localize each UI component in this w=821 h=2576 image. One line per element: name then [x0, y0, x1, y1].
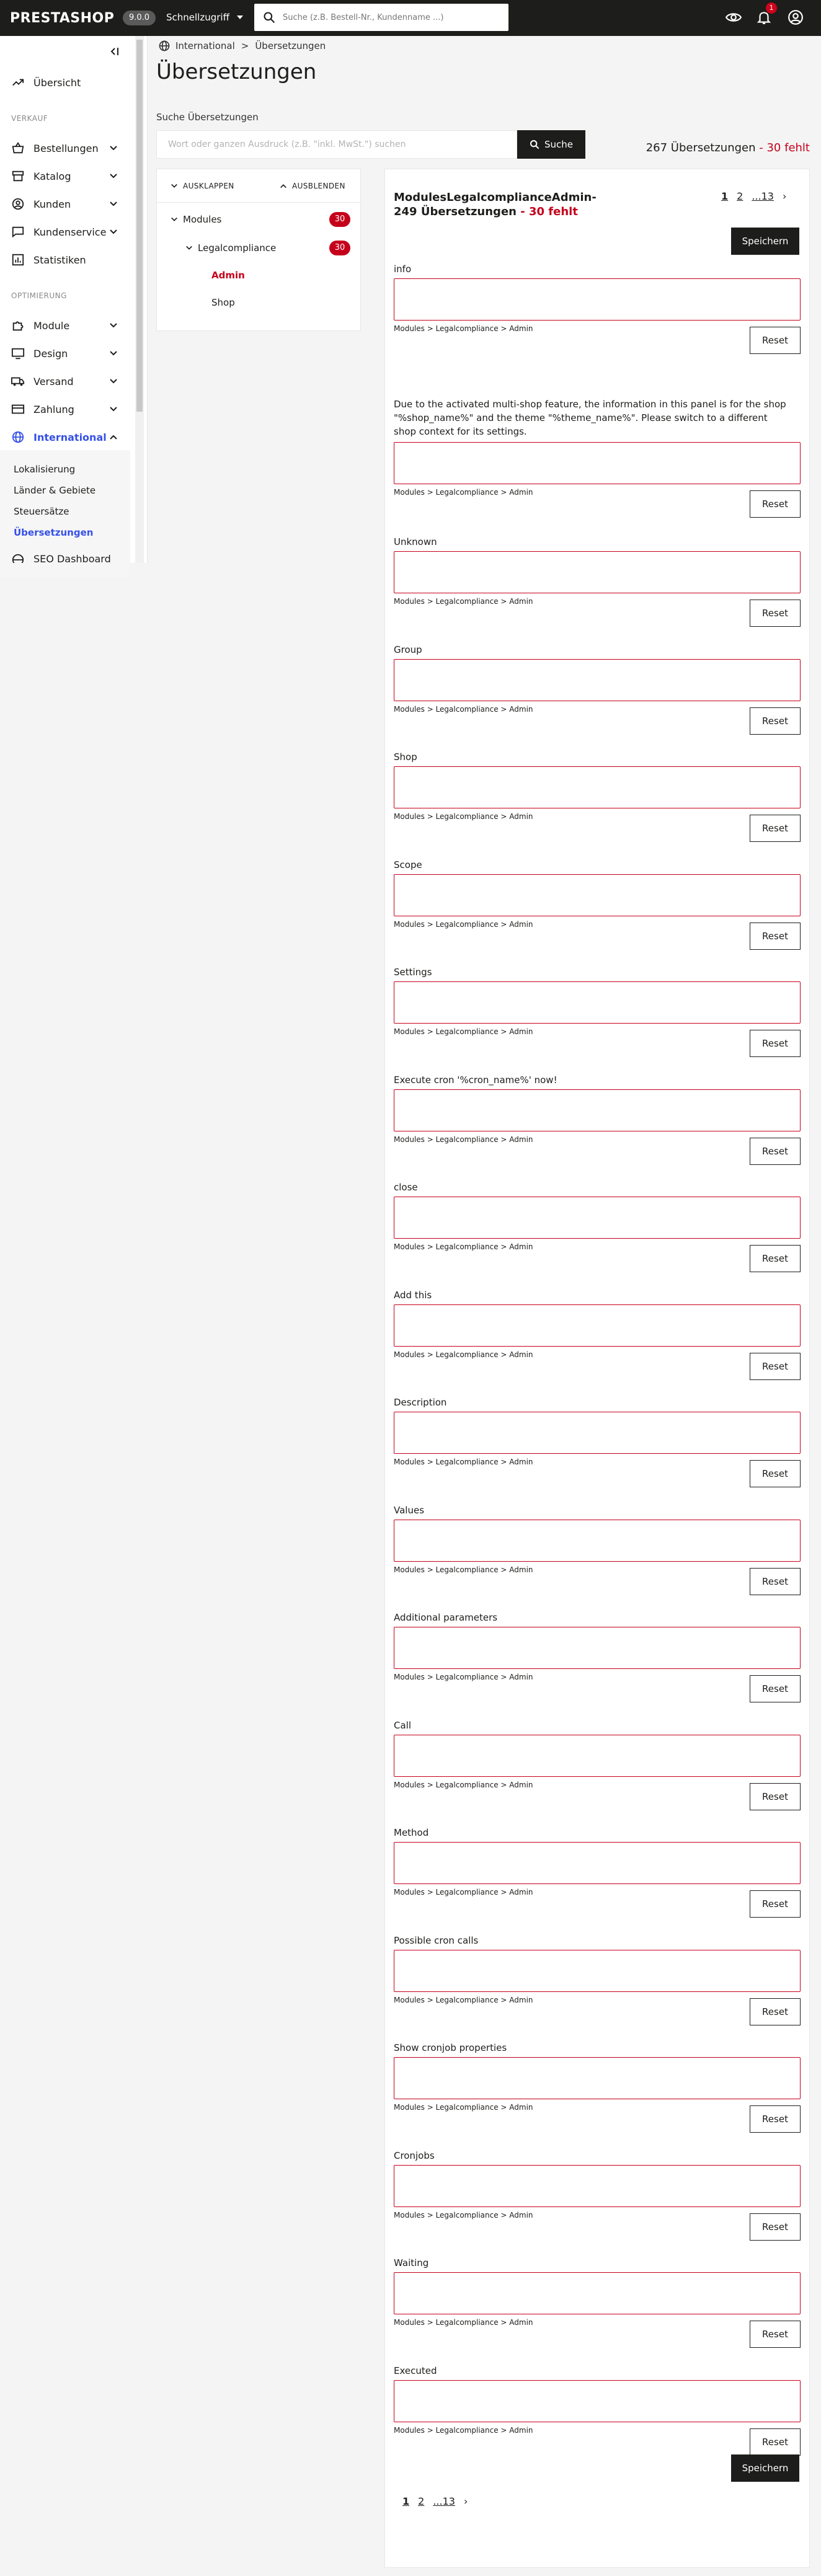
translation-row [394, 643, 801, 733]
translation-search-input[interactable] [157, 131, 504, 158]
translation-source-text: Group [394, 644, 422, 655]
translation-input[interactable] [394, 2165, 801, 2207]
translation-tree [156, 169, 361, 331]
translation-row [394, 2256, 801, 2347]
translation-domain-path: Modules > Legalcompliance > Admin [394, 2210, 533, 2220]
page-link-2[interactable]: 2 [418, 2495, 425, 2507]
translation-domain-path: Modules > Legalcompliance > Admin [394, 1350, 533, 1359]
basket-icon [11, 141, 25, 155]
globe-icon [158, 40, 171, 52]
save-button-top[interactable]: Speichern [731, 228, 799, 255]
translation-input[interactable] [394, 874, 801, 916]
collapse-all-button[interactable] [280, 182, 345, 190]
reset-button[interactable]: Reset [750, 1460, 801, 1487]
eye-icon[interactable] [726, 9, 742, 25]
translation-row [394, 1611, 801, 1701]
translation-input[interactable] [394, 2380, 801, 2422]
sidebar-item-label: Katalog [33, 170, 71, 182]
translation-domain-path: Modules > Legalcompliance > Admin [394, 1673, 533, 1681]
translation-input[interactable] [394, 1412, 801, 1454]
chevron-up-icon [280, 182, 287, 190]
chevron-up-icon [109, 433, 118, 441]
translation-input[interactable] [394, 1197, 801, 1239]
tree-node-modules[interactable] [171, 214, 221, 225]
translation-source-text: Method [394, 1827, 429, 1838]
page-title: Übersetzungen [156, 60, 317, 84]
search-icon[interactable] [263, 11, 275, 24]
translation-row [394, 1503, 801, 1594]
missing-count-badge: 30 [329, 241, 350, 255]
tree-node-label: Legalcompliance [198, 242, 277, 254]
chart-icon [11, 253, 25, 267]
reset-button[interactable]: Reset [750, 2213, 801, 2241]
translation-input[interactable] [394, 442, 801, 484]
translation-source-text: Settings [394, 967, 432, 978]
sidebar-item-customers[interactable] [0, 193, 130, 215]
sidebar-item-label: SEO Dashboard [33, 553, 111, 563]
translation-source-text: Cronjobs [394, 2149, 435, 2161]
sidebar-item-label: Kunden [33, 198, 71, 210]
sidebar-subitem-countries-zones[interactable]: Länder & Gebiete [14, 485, 96, 496]
translation-row [394, 2149, 801, 2239]
translation-row [394, 1073, 801, 1164]
translation-input[interactable] [394, 278, 801, 321]
translation-row [394, 1180, 801, 1271]
chat-icon [11, 225, 25, 239]
translation-domain-path: Modules > Legalcompliance > Admin [394, 2318, 533, 2327]
quick-access-label: Schnellzugriff [166, 12, 229, 23]
reset-button[interactable]: Reset [750, 1353, 801, 1380]
sidebar-item-seo-dashboard[interactable] [0, 552, 130, 563]
translation-input[interactable] [394, 1089, 801, 1131]
chevron-down-icon [109, 377, 118, 386]
translation-input[interactable] [394, 1735, 801, 1777]
translation-domain-path: Modules > Legalcompliance > Admin [394, 324, 533, 333]
translation-panel [384, 169, 810, 2568]
translation-source-text: Values [394, 1504, 425, 1516]
pagination-bottom [402, 2495, 468, 2507]
translation-row [394, 1934, 801, 2024]
breadcrumb-translations[interactable]: Übersetzungen [255, 40, 326, 51]
search-icon [530, 139, 539, 149]
tree-header [157, 169, 362, 203]
breadcrumb [158, 40, 326, 52]
translation-source-text: info [394, 263, 412, 275]
summary-missing: 30 fehlt [766, 141, 810, 154]
caret-down-icon [237, 15, 243, 19]
translation-source-text: Unknown [394, 536, 437, 547]
translation-input[interactable] [394, 766, 801, 808]
reset-button[interactable]: Reset [750, 1675, 801, 1702]
translation-row [394, 1719, 801, 1809]
tree-node-shop[interactable]: Shop [211, 297, 235, 308]
translation-input[interactable] [394, 1842, 801, 1884]
translation-row [394, 750, 801, 841]
translation-source-text: Additional parameters [394, 1612, 498, 1623]
chevron-down-icon [109, 144, 118, 153]
reset-button[interactable]: Reset [750, 1138, 801, 1165]
tree-node-legalcompliance[interactable] [185, 242, 276, 254]
reset-button[interactable]: Reset [750, 327, 801, 354]
reset-button[interactable]: Reset [750, 1783, 801, 1810]
translation-row [394, 1288, 801, 1379]
sidebar-item-label: Zahlung [33, 403, 74, 415]
reset-button[interactable]: Reset [750, 1568, 801, 1595]
translation-input[interactable] [394, 551, 801, 593]
sidebar-item-label: International [33, 431, 107, 443]
sidebar-item-label: Übersicht [33, 76, 81, 89]
chevron-down-icon [109, 321, 118, 330]
translation-input[interactable] [394, 2272, 801, 2314]
sidebar-item-label: Kundenservice [33, 226, 107, 238]
translation-row [394, 858, 801, 949]
translation-domain-path: Modules > Legalcompliance > Admin [394, 919, 533, 929]
summary-total: 267 Übersetzungen [646, 141, 756, 154]
translation-source-text: Scope [394, 859, 422, 870]
translation-source-text: Executed [394, 2365, 437, 2376]
reset-button[interactable]: Reset [750, 1890, 801, 1918]
sidebar-subitem-taxes[interactable]: Steuersätze [14, 506, 69, 517]
translation-search [156, 130, 517, 159]
page-link-2[interactable]: 2 [737, 190, 743, 202]
translation-domain-path: Modules > Legalcompliance > Admin [394, 2103, 533, 2112]
next-page-icon[interactable]: › [782, 190, 787, 202]
search-button-label: Suche [544, 139, 573, 150]
reset-button[interactable]: Reset [750, 600, 801, 627]
translation-domain-path: Modules > Legalcompliance > Admin [394, 597, 533, 606]
translation-input[interactable] [394, 1627, 801, 1669]
header-search-input[interactable] [283, 13, 494, 22]
translation-domain-path: Modules > Legalcompliance > Admin [394, 1135, 533, 1144]
translation-source-text: Execute cron '%cron_name%' now! [394, 1074, 557, 1086]
tree-node-admin[interactable]: Admin [211, 270, 245, 281]
sidebar-item-catalog[interactable] [0, 166, 130, 187]
sidebar-section-sales: VERKAUF [11, 114, 48, 123]
reset-button[interactable]: Reset [750, 1030, 801, 1057]
quick-access-dropdown[interactable] [166, 12, 243, 23]
reset-button[interactable]: Reset [750, 2105, 801, 2133]
panel-title [394, 190, 611, 219]
trending-up-icon [11, 76, 25, 89]
sidebar-subitem-translations[interactable]: Übersetzungen [14, 527, 94, 538]
sidebar-item-orders[interactable] [0, 138, 130, 159]
translation-source-text: Show cronjob properties [394, 2042, 507, 2053]
sidebar-item-overview[interactable] [0, 72, 130, 93]
translation-domain-path: Modules > Legalcompliance > Admin [394, 1888, 533, 1897]
page-link-last[interactable]: ...13 [752, 190, 774, 202]
credit-card-icon [11, 402, 25, 416]
page-link-1[interactable]: 1 [402, 2495, 410, 2507]
translations-summary [646, 141, 810, 154]
translation-source-text: Call [394, 1719, 412, 1731]
breadcrumb-international[interactable]: International [175, 40, 235, 51]
translation-domain-path: Modules > Legalcompliance > Admin [394, 1027, 533, 1036]
translation-row [394, 397, 801, 516]
breadcrumb-separator-icon: > [241, 40, 249, 51]
summary-separator: - [755, 141, 767, 154]
save-button-bottom[interactable]: Speichern [731, 2454, 799, 2482]
panel-title-missing: 30 fehlt [528, 205, 578, 218]
reset-button[interactable]: Reset [750, 707, 801, 735]
sidebar-item-customer-service[interactable] [0, 221, 130, 242]
translation-source-text: Add this [394, 1289, 432, 1301]
translation-input[interactable] [394, 1950, 801, 1992]
top-header [0, 0, 821, 36]
puzzle-icon [11, 319, 25, 332]
sidebar-scrollbar-thumb[interactable] [136, 40, 143, 412]
translation-source-text: close [394, 1182, 418, 1193]
translation-domain-path: Modules > Legalcompliance > Admin [394, 2425, 533, 2435]
translation-domain-path: Modules > Legalcompliance > Admin [394, 1242, 533, 1251]
reset-button[interactable]: Reset [750, 2321, 801, 2348]
translation-source-text: Waiting [394, 2257, 429, 2268]
translation-row [394, 262, 801, 353]
translation-domain-path: Modules > Legalcompliance > Admin [394, 1995, 533, 2004]
store-icon [11, 169, 25, 183]
translation-input[interactable] [394, 1304, 801, 1347]
translation-row [394, 535, 801, 626]
chevron-down-icon [171, 182, 178, 190]
search-label: Suche Übersetzungen [156, 112, 259, 123]
truck-icon [11, 374, 25, 388]
reset-button[interactable]: Reset [750, 2428, 801, 2456]
next-page-icon[interactable]: › [463, 2495, 468, 2507]
monitor-icon [11, 347, 25, 360]
translation-domain-path: Modules > Legalcompliance > Admin [394, 704, 533, 714]
version-badge: 9.0.0 [123, 11, 156, 25]
translation-domain-path: Modules > Legalcompliance > Admin [394, 488, 533, 497]
translation-row [394, 965, 801, 1056]
sidebar-item-design[interactable] [0, 343, 130, 364]
reset-button[interactable]: Reset [750, 1998, 801, 2025]
sidebar-item-label: Statistiken [33, 254, 86, 266]
sidebar-item-label: Design [33, 347, 68, 360]
prestashop-logo[interactable]: PRESTASHOP [10, 11, 115, 26]
sidebar-item-payment[interactable] [0, 399, 130, 420]
translation-domain-path: Modules > Legalcompliance > Admin [394, 1780, 533, 1789]
reset-button[interactable]: Reset [750, 1245, 801, 1272]
translation-source-text: Shop [394, 751, 417, 763]
reset-button[interactable]: Reset [750, 815, 801, 842]
translation-source-text: Description [394, 1397, 447, 1408]
sidebar-item-modules[interactable] [0, 315, 130, 336]
translation-domain-path: Modules > Legalcompliance > Admin [394, 812, 533, 821]
page-link-last[interactable]: ...13 [433, 2495, 455, 2507]
translation-source-text: Possible cron calls [394, 1934, 479, 1946]
page-link-1[interactable]: 1 [721, 190, 729, 202]
sidebar-item-shipping[interactable] [0, 371, 130, 392]
notification-count-badge: 1 [766, 2, 777, 14]
chevron-down-icon [109, 200, 118, 208]
translation-domain-path: Modules > Legalcompliance > Admin [394, 1565, 533, 1574]
translation-row [394, 1396, 801, 1486]
customer-icon [11, 197, 25, 211]
sidebar-item-label: Module [33, 319, 70, 332]
tree-node-label: Modules [183, 214, 222, 225]
missing-count-badge: 30 [329, 212, 350, 227]
sidebar-item-label: Bestellungen [33, 142, 99, 154]
sidebar-item-label: Versand [33, 375, 74, 387]
pagination-top [721, 190, 786, 202]
panel-title-text: ModulesLegalcomplianceAdmin- 249 Übersetzungen [394, 191, 597, 218]
chevron-down-icon [109, 349, 118, 358]
collapse-all-label: AUSBLENDEN [292, 182, 345, 190]
header-search [254, 4, 508, 31]
translation-row [394, 2041, 801, 2131]
expand-all-label: AUSKLAPPEN [183, 182, 234, 190]
reset-button[interactable]: Reset [750, 490, 801, 518]
sidebar-section-optimize: OPTIMIERUNG [11, 291, 67, 300]
translation-input[interactable] [394, 2057, 801, 2099]
sidebar [0, 36, 148, 563]
chevron-down-icon [109, 228, 118, 236]
panel-title-separator: - [516, 205, 529, 218]
translation-source-text: Due to the activated multi-shop feature, the information in this panel is for the shop "%shop_name%" and the theme "%theme_name%". Please switch to a different shop context for its settings. [394, 399, 786, 437]
sidebar-subitem-localization[interactable]: Lokalisierung [14, 464, 76, 475]
reset-button[interactable]: Reset [750, 923, 801, 950]
translation-row [394, 2364, 801, 2454]
sidebar-item-international[interactable] [0, 427, 130, 448]
chevron-down-icon [109, 405, 118, 414]
search-button[interactable] [517, 130, 585, 159]
globe-icon [11, 553, 25, 563]
globe-icon [11, 430, 25, 444]
account-icon[interactable] [788, 9, 804, 25]
translation-input[interactable] [394, 659, 801, 701]
sidebar-item-statistics[interactable] [0, 249, 130, 270]
collapse-sidebar-icon[interactable] [105, 42, 124, 61]
chevron-down-icon [109, 172, 118, 180]
translation-domain-path: Modules > Legalcompliance > Admin [394, 1458, 533, 1466]
chevron-down-icon [185, 244, 193, 252]
translation-row [394, 1826, 801, 1916]
expand-all-button[interactable] [171, 182, 234, 190]
translation-input[interactable] [394, 1520, 801, 1562]
chevron-down-icon [171, 216, 178, 223]
translation-input[interactable] [394, 981, 801, 1024]
